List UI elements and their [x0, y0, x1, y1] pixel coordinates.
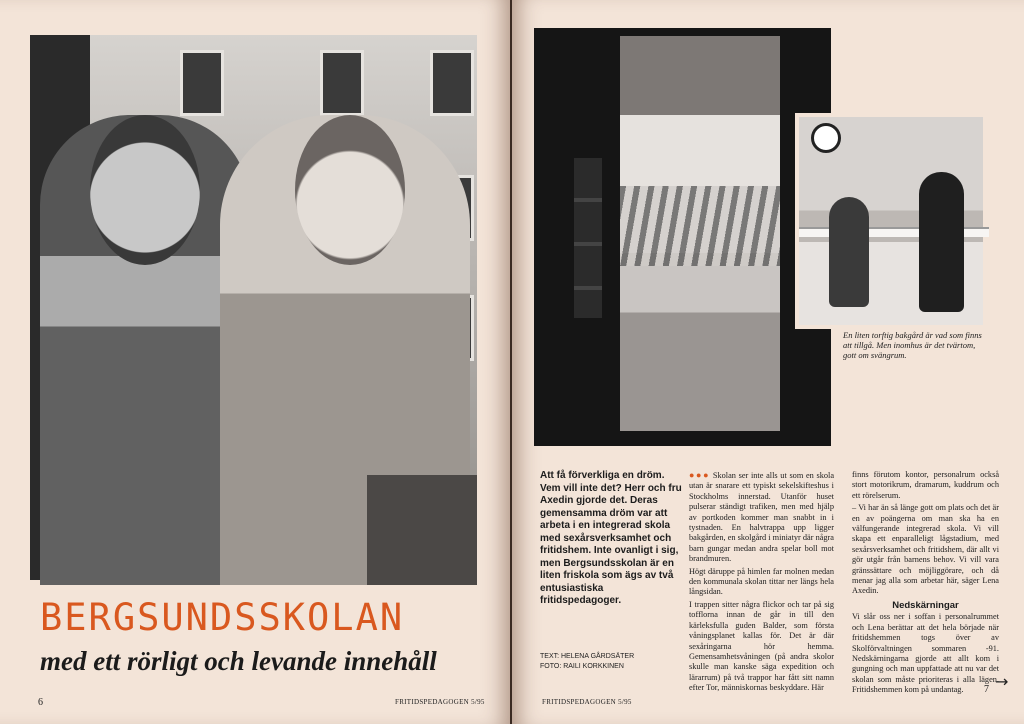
- photo-door-frame: [574, 158, 602, 318]
- photo-kids-indoors: [795, 113, 987, 329]
- paragraph: I trappen sitter några flickor och tar på sig tofflorna innan de går in till den kärleksfulla guden Balder, som första våningsplanet kallas för. Det är där sexåringarna hör hemma. Gemensamhetsvåningen (på andra skolor skulle man kanske säga expedition och lärarrum) på två trappor har fått sitt namn efter Tor, människornas beskyddare. Här: [689, 599, 834, 693]
- article-subheadline: med ett rörligt och levande innehåll: [40, 646, 437, 676]
- credits-text: TEXT: HELENA GÅRDSÄTER: [540, 653, 635, 660]
- photo-window: [430, 50, 474, 116]
- paragraph-text: Skolan ser inte alls ut som en skola utan är snarare ett typiskt sekelskifteshus i Stockholms innerstad. Utanför huset pulserar ständigt trafiken, men med hjälp av portkoden kommer man snabbt in i tystnaden. En halvtrappa upp ligger bakgården, en skolgård i miniatyr där några barn gungar medan andra spelar boll mot brandmuren.: [689, 471, 834, 564]
- paragraph: – Vi har än så länge gott om plats och det är en av poängerna om man ska ha en välfungerande integrerad skola. Vi vill skapa ett enparalleligt lågstadium, med sexårsverksamhet och fritidshem, där allt vi gör utgår från barnens behov. Vi vill vara gränssättare och möjliggörare, och då menar jag alla som arbetar här, säger Lena Axedin.: [852, 503, 999, 596]
- section-subheading: Nedskärningar: [892, 599, 959, 611]
- photo-railing: [367, 475, 477, 585]
- article-headline: BERGSUNDSSKOLAN: [40, 596, 405, 639]
- photo-window: [180, 50, 224, 116]
- page-number-left: 6: [38, 697, 43, 708]
- photo-child: [829, 197, 869, 307]
- ornament-dots: ●●●: [689, 470, 711, 480]
- photo-doorway: [534, 28, 831, 446]
- photo-child: [919, 172, 964, 312]
- credits: [540, 652, 634, 672]
- photo-clock: [811, 123, 841, 153]
- text-column-1: [540, 470, 685, 610]
- paragraph: finns förutom kontor, personalrum också stort motorikrum, dramarum, kuddrum och ett rörelserum.: [852, 470, 999, 500]
- paragraph: [689, 470, 834, 565]
- photo-courtyard-view: [620, 36, 780, 431]
- left-page: [0, 0, 510, 724]
- text-column-3: [852, 470, 999, 698]
- photo-window: [320, 50, 364, 116]
- text-column-2: [689, 470, 834, 696]
- photo-mural: [620, 186, 780, 266]
- magazine-footer-right: FRITIDSPEDAGOGEN 5/95: [542, 698, 632, 706]
- photo-couple: [30, 35, 477, 580]
- magazine-footer-left: FRITIDSPEDAGOGEN 5/95: [395, 698, 485, 706]
- credits-photo: FOTO: RAILI KORKKINEN: [540, 663, 624, 670]
- right-page: [512, 0, 1024, 724]
- paragraph: Vi slår oss ner i soffan i personalrummet och Lena berättar att det hela började när fritidshemmen togs över av Skolförvaltningen sommaren -91. Nedskärningarna gjorde att allt kom i gungning och man uppfattade att nu var det skolan som måste prioriteras i alla lägen. Fritidshemmen kom på undantag.: [852, 612, 999, 695]
- article-lead: Att få förverkliga en dröm. Vem vill inte det? Herr och fru Axedin gjorde det. Deras gemensamma dröm var att arbeta i en integrerad skola med sexårsverksamhet och fritidshem. Inte ovanligt i sig, men Bergsundsskolan är en liten friskola som ägs av två entusiastiska fritidspedagoger.: [540, 470, 682, 606]
- photo-man: [40, 115, 250, 585]
- paragraph: Högt däruppe på himlen far molnen medan den kommunala skolan tittar ner längs hela långsidan.: [689, 566, 834, 597]
- next-page-arrow-icon: →: [995, 672, 1009, 691]
- page-number-right: 7: [984, 684, 989, 695]
- photo-caption: En liten torftig bakgård är vad som finns att tillgå. Men inomhus är det tvärtom, gott om svängrum.: [843, 330, 982, 360]
